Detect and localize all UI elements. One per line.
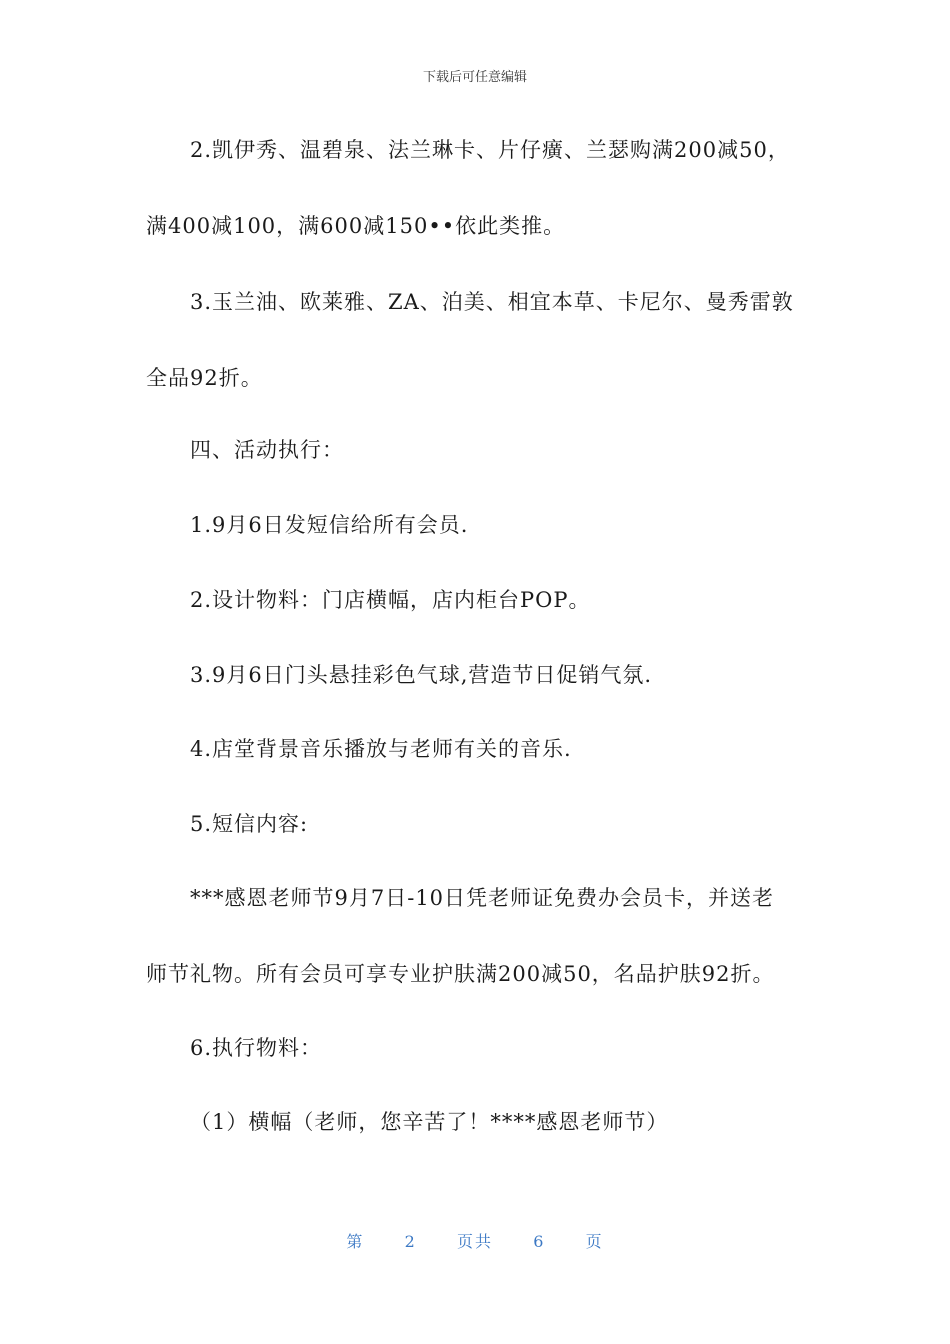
section-heading: 四、活动执行：: [190, 438, 344, 462]
footer-di: 第: [346, 1232, 365, 1251]
paragraph-line: 4.店堂背景音乐播放与老师有关的音乐.: [190, 737, 572, 761]
page-footer: [0, 1229, 950, 1252]
list-item: （1）横幅（老师，您辛苦了！****感恩老师节）: [190, 1110, 669, 1134]
footer-ye-gong: 页共: [456, 1232, 493, 1251]
paragraph-line: 6.执行物料：: [190, 1036, 323, 1060]
paragraph-line: 1.9月6日发短信给所有会员.: [190, 513, 469, 537]
paragraph-line: 3.玉兰油、欧莱雅、ZA、泊美、相宜本草、卡尼尔、曼秀雷敦: [190, 290, 794, 314]
footer-ye: 页: [585, 1232, 604, 1251]
paragraph-line: 5.短信内容:: [190, 812, 309, 836]
paragraph-line: 3.9月6日门头悬挂彩色气球,营造节日促销气氛.: [190, 663, 653, 687]
footer-total-pages: 6: [533, 1232, 546, 1251]
paragraph-line: 2.凯伊秀、温碧泉、法兰琳卡、片仔癀、兰瑟购满200减50，: [190, 138, 790, 162]
paragraph-line: 师节礼物。所有会员可享专业护肤满200减50，名品护肤92折。: [146, 962, 775, 986]
paragraph-line: ***感恩老师节9月7日-10日凭老师证免费办会员卡，并送老: [190, 886, 775, 910]
paragraph-line: 全品92折。: [146, 366, 263, 390]
paragraph-line: 2.设计物料：门店横幅，店内柜台POP。: [190, 588, 591, 612]
page-header: 下载后可任意编辑: [422, 70, 527, 85]
paragraph-line: 满400减100，满600减150••依此类推。: [146, 214, 566, 238]
footer-page-number: 2: [404, 1232, 417, 1251]
